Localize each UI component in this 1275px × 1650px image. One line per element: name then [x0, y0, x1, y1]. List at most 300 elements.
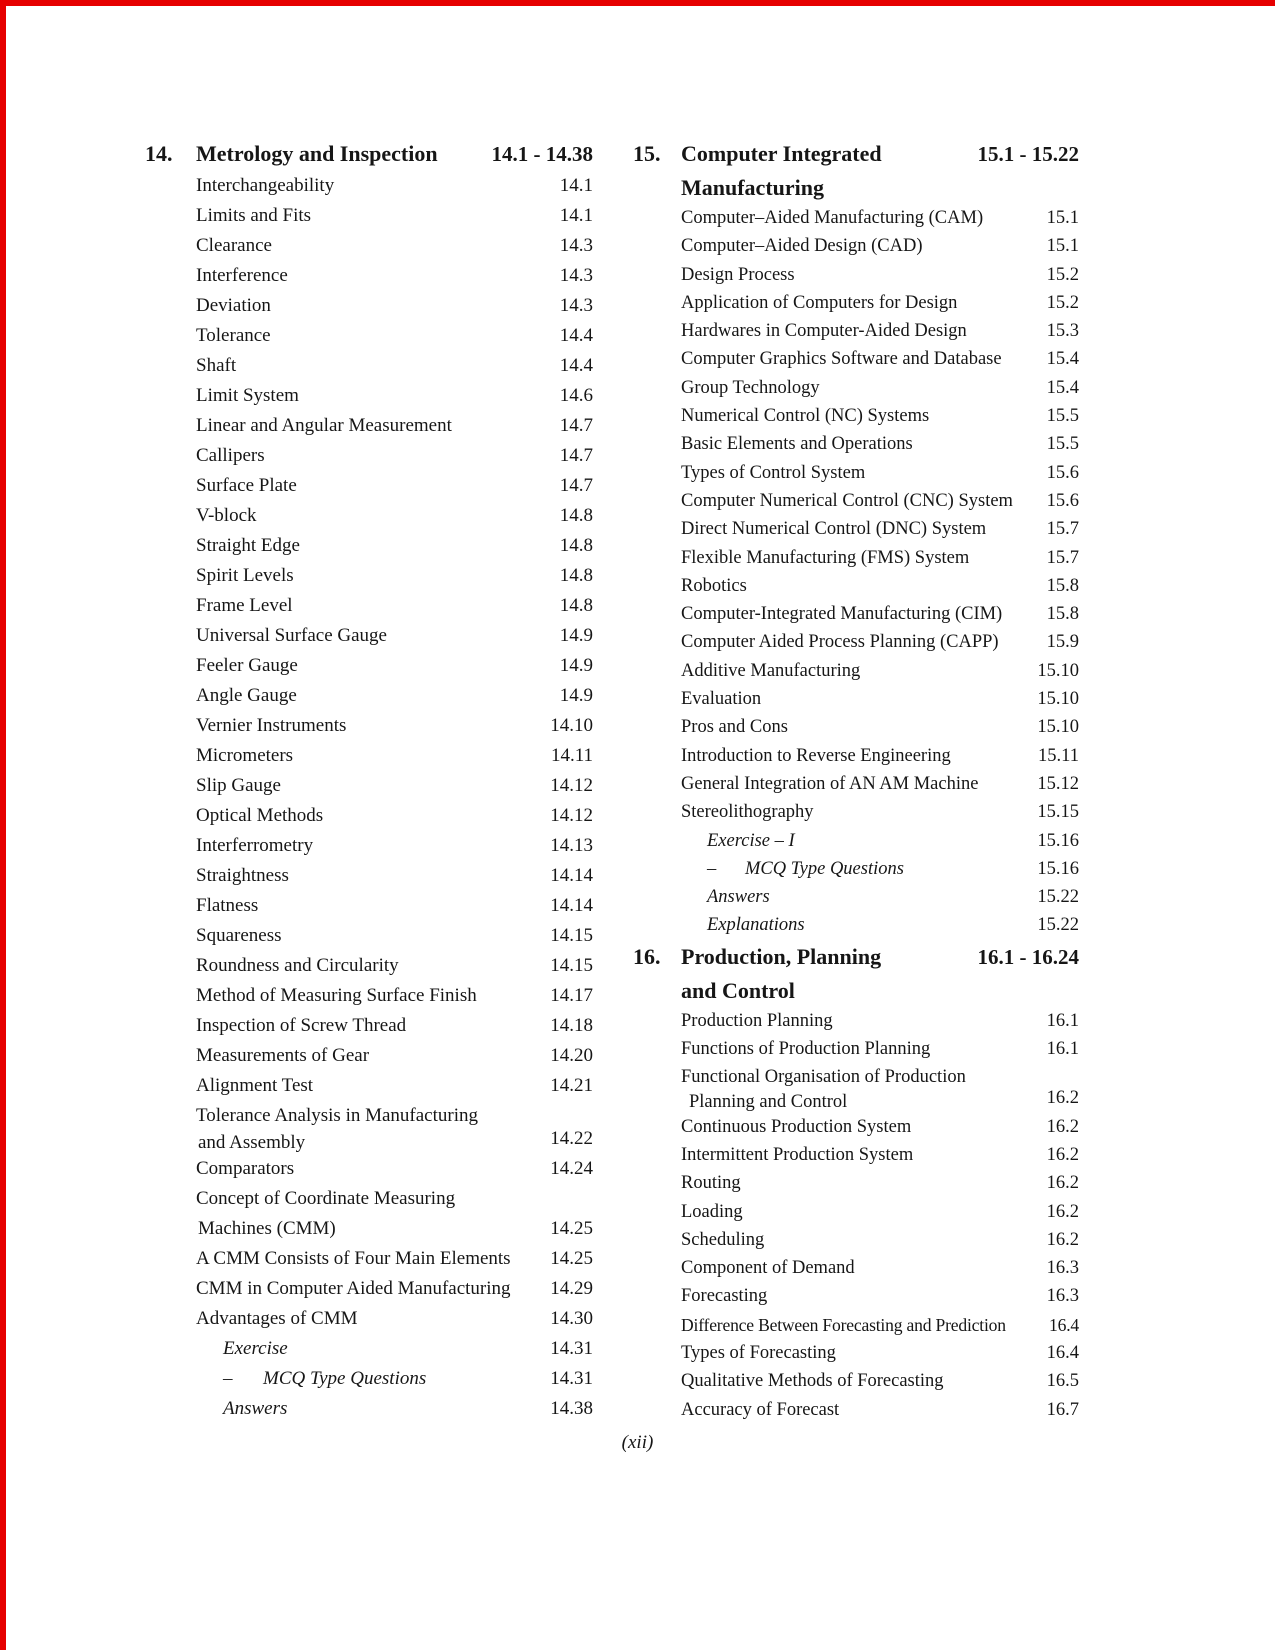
entry-title: Method of Measuring Surface Finish — [196, 985, 477, 1006]
entry-title: Intermittent Production System — [681, 1144, 914, 1165]
entry-page: 15.9 — [1046, 632, 1079, 653]
toc-entry — [196, 651, 593, 681]
toc-entry — [681, 317, 1079, 345]
chapter-title: Computer Integrated — [681, 141, 882, 166]
entry-title: Forecasting — [681, 1286, 768, 1307]
entry-title: Flexible Manufacturing (FMS) System — [681, 547, 970, 568]
toc-entry — [681, 827, 1079, 855]
entry-label — [681, 1282, 767, 1310]
entry-page: 14.6 — [559, 385, 593, 406]
entry-page: 16.2 — [1046, 1201, 1079, 1222]
entry-label — [196, 741, 293, 771]
entry-title: Computer-Integrated Manufacturing (CIM) — [681, 604, 1003, 625]
entry-title: Slip Gauge — [196, 775, 281, 796]
entry-page: 16.4 — [1049, 1314, 1079, 1335]
entry-title: Deviation — [196, 295, 271, 316]
entry-label — [681, 1169, 741, 1197]
chapter-heading — [633, 137, 1079, 204]
toc-entry — [681, 713, 1079, 741]
entry-page: 15.5 — [1046, 434, 1079, 455]
toc-entry — [196, 411, 593, 441]
entry-title: Difference Between Forecasting and Prediction — [681, 1314, 1006, 1335]
entry-page: 14.9 — [559, 685, 593, 706]
toc-entry — [196, 1244, 593, 1274]
toc-entry — [196, 711, 593, 741]
toc-entry — [196, 321, 593, 351]
entry-title: Exercise — [223, 1338, 288, 1359]
toc-entry — [681, 261, 1079, 289]
entry-label — [681, 685, 761, 713]
entry-page: 16.3 — [1046, 1258, 1079, 1279]
chapter-page-range: 16.1 - 16.24 — [977, 944, 1079, 969]
toc-entry — [196, 291, 593, 321]
entry-title: Alignment Test — [196, 1075, 314, 1096]
entry-title: Computer–Aided Manufacturing (CAM) — [681, 208, 984, 228]
entry-page: 15.11 — [1038, 745, 1079, 766]
entry-title: Design Process — [681, 264, 795, 285]
entry-label — [196, 801, 323, 831]
entry-page: 15.10 — [1037, 689, 1079, 710]
entry-label — [196, 891, 258, 921]
entry-page: 16.1 — [1046, 1039, 1079, 1060]
entry-label — [681, 515, 986, 543]
entry-label — [681, 345, 1002, 373]
entry-page: 14.20 — [550, 1045, 593, 1066]
entry-page: 14.8 — [559, 505, 593, 526]
toc-entry — [681, 232, 1079, 260]
entry-page: 14.12 — [550, 805, 593, 826]
entry-title: Concept of Coordinate Measuring — [196, 1188, 456, 1209]
chapter-title-line — [681, 940, 1079, 974]
entry-label — [196, 321, 271, 351]
entry-page: 16.4 — [1046, 1342, 1079, 1363]
entry-page: 14.1 — [559, 205, 593, 226]
toc-entry — [681, 883, 1079, 911]
entry-label — [196, 201, 311, 231]
entry-page: 16.1 — [1046, 1010, 1079, 1031]
entry-page: 16.2 — [1046, 1116, 1079, 1137]
entry-page: 16.2 — [1046, 1088, 1079, 1109]
entry-title: Introduction to Reverse Engineering — [681, 745, 951, 766]
entry-title: Exercise – I — [707, 830, 795, 851]
entry-title: Roundness and Circularity — [196, 955, 399, 976]
entry-page: 15.16 — [1037, 858, 1079, 879]
entry-page: 15.8 — [1046, 575, 1079, 596]
entry-page: 14.38 — [550, 1398, 593, 1419]
toc-entry — [196, 681, 593, 711]
toc-entry — [196, 561, 593, 591]
entry-label — [681, 544, 969, 572]
entry-page: 16.3 — [1046, 1286, 1079, 1307]
entry-page: 16.5 — [1046, 1371, 1079, 1392]
entry-page: 15.4 — [1046, 349, 1079, 370]
entry-title: Hardwares in Computer-Aided Design — [681, 321, 967, 342]
entry-label — [681, 1396, 839, 1424]
chapter-entries — [196, 171, 593, 1424]
toc-entry — [681, 402, 1079, 430]
entry-page: 14.8 — [559, 565, 593, 586]
toc-entry — [681, 1007, 1079, 1035]
entry-label — [223, 1364, 426, 1394]
entry-title: Computer Graphics Software and Database — [681, 349, 1002, 370]
entry-label — [681, 289, 957, 317]
toc-entry — [681, 374, 1079, 402]
entry-label — [196, 1011, 406, 1041]
entry-title: Continuous Production System — [681, 1116, 912, 1137]
entry-page: 15.1 — [1046, 236, 1079, 257]
entry-label — [681, 459, 865, 487]
chapter-page-range: 14.1 - 14.38 — [491, 142, 593, 166]
chapter-page-range: 15.1 - 15.22 — [977, 142, 1079, 166]
entry-label — [196, 1041, 369, 1071]
entry-label — [196, 651, 298, 681]
entry-page: 14.7 — [559, 415, 593, 436]
entry-label — [681, 317, 967, 345]
entry-title: Qualitative Methods of Forecasting — [681, 1371, 944, 1392]
toc-entry — [196, 591, 593, 621]
entry-label — [196, 231, 272, 261]
toc-entry — [196, 1394, 593, 1424]
entry-label — [681, 1063, 966, 1112]
toc-entry — [681, 345, 1079, 373]
entry-title: and Assembly — [198, 1132, 306, 1153]
entry-title: Planning and Control — [689, 1091, 848, 1112]
entry-page: 15.22 — [1037, 887, 1079, 908]
toc-entry — [196, 1274, 593, 1304]
toc-entry — [681, 289, 1079, 317]
toc-entry — [196, 741, 593, 771]
entry-label — [196, 1154, 294, 1184]
entry-title: MCQ Type Questions — [745, 858, 904, 879]
entry-label — [196, 1244, 511, 1274]
toc-entry — [681, 1141, 1079, 1169]
entry-title: Straightness — [196, 865, 289, 886]
toc-entry — [681, 572, 1079, 600]
entry-title: Clearance — [196, 235, 272, 256]
toc-entry — [196, 531, 593, 561]
entry-title: Numerical Control (NC) Systems — [681, 406, 930, 427]
toc-entry — [196, 351, 593, 381]
chapter-number: 14. — [145, 141, 173, 166]
entry-page: 14.7 — [559, 475, 593, 496]
toc-entry — [196, 201, 593, 231]
entry-title: Machines (CMM) — [198, 1218, 336, 1239]
toc-entry — [196, 261, 593, 291]
entry-title: Squareness — [196, 925, 282, 946]
toc-entry — [196, 231, 593, 261]
entry-label — [707, 855, 904, 883]
toc-entry — [681, 685, 1079, 713]
entry-page: 15.7 — [1046, 547, 1079, 568]
entry-label — [681, 232, 923, 260]
entry-title: Limits and Fits — [196, 205, 312, 226]
entry-page: 14.25 — [550, 1218, 593, 1239]
toc-entry — [196, 921, 593, 951]
chapter-title: Metrology and Inspection — [196, 141, 438, 166]
entry-title: Basic Elements and Operations — [681, 434, 913, 455]
entry-label — [681, 572, 747, 600]
entry-page: 15.7 — [1046, 519, 1079, 540]
toc-entry — [681, 515, 1079, 543]
entry-label — [196, 921, 281, 951]
entry-page: 14.22 — [550, 1128, 593, 1149]
toc-entry — [681, 1282, 1079, 1310]
toc-entry — [681, 487, 1079, 515]
toc-entry — [681, 1169, 1079, 1197]
toc-entry — [196, 621, 593, 651]
entry-page: 14.31 — [550, 1368, 593, 1389]
entry-page: 14.4 — [559, 355, 593, 376]
chapter-entries — [681, 1007, 1079, 1424]
entry-page: 14.13 — [550, 835, 593, 856]
toc-entry — [681, 1339, 1079, 1367]
entry-label — [681, 628, 999, 656]
entry-page: 14.3 — [559, 235, 593, 256]
entry-title: Vernier Instruments — [196, 715, 347, 736]
entry-page: 14.24 — [550, 1158, 593, 1179]
entry-title: Types of Forecasting — [681, 1342, 836, 1363]
toc-entry — [196, 1071, 593, 1101]
entry-page: 16.2 — [1046, 1144, 1079, 1165]
entry-title: General Integration of AN AM Machine — [681, 773, 979, 794]
entry-title: Answers — [223, 1398, 288, 1419]
entry-label — [681, 1113, 911, 1141]
entry-title: Computer Aided Process Planning (CAPP) — [681, 632, 999, 653]
toc-entry — [196, 1011, 593, 1041]
entry-page: 15.16 — [1037, 830, 1079, 851]
entry-label — [681, 600, 1002, 628]
chapter-section — [633, 137, 1079, 940]
entry-title: Surface Plate — [196, 475, 297, 496]
entry-title: Accuracy of Forecast — [681, 1399, 840, 1420]
entry-title: Computer–Aided Design (CAD) — [681, 236, 923, 257]
entry-label — [196, 861, 289, 891]
entry-label — [681, 204, 983, 232]
toc-entry — [681, 742, 1079, 770]
entry-page: 15.10 — [1037, 717, 1079, 738]
entry-title: Types of Control System — [681, 462, 866, 483]
entry-label — [196, 441, 265, 471]
entry-label — [196, 471, 297, 501]
toc-entry — [681, 430, 1079, 458]
entry-label — [196, 171, 334, 201]
entry-title: Callipers — [196, 445, 265, 466]
entry-page: 16.2 — [1046, 1229, 1079, 1250]
entry-title: Computer Numerical Control (CNC) System — [681, 490, 1013, 511]
entry-label — [196, 711, 346, 741]
entry-title: Micrometers — [196, 745, 294, 766]
entry-page: 14.30 — [550, 1308, 593, 1329]
toc-entry — [196, 171, 593, 201]
toc-entry — [196, 1041, 593, 1071]
entry-page: 15.15 — [1037, 802, 1079, 823]
entry-title: V-block — [196, 505, 257, 526]
entry-label — [196, 561, 294, 591]
entry-label — [707, 883, 770, 911]
entry-title: Interference — [196, 265, 288, 286]
entry-title: Universal Surface Gauge — [196, 625, 387, 646]
toc-entry — [196, 981, 593, 1011]
entry-title: Explanations — [707, 915, 805, 936]
entry-title: Feeler Gauge — [196, 655, 298, 676]
entry-title: Production Planning — [681, 1010, 833, 1031]
toc-entry — [681, 798, 1079, 826]
entry-label — [681, 1311, 1006, 1339]
toc-entry — [196, 951, 593, 981]
toc-column-0 — [145, 137, 593, 1424]
toc-entry — [196, 771, 593, 801]
entry-page: 14.21 — [550, 1075, 593, 1096]
entry-page: 15.2 — [1046, 264, 1079, 285]
toc-entry — [196, 1304, 593, 1334]
entry-page: 15.22 — [1037, 915, 1079, 936]
entry-page: 14.4 — [559, 325, 593, 346]
toc-entry — [681, 657, 1079, 685]
entry-title: Tolerance Analysis in Manufacturing — [196, 1105, 479, 1126]
entry-label — [681, 1226, 764, 1254]
entry-label — [196, 681, 297, 711]
entry-label — [681, 1198, 743, 1226]
entry-page: 14.15 — [550, 955, 593, 976]
toc-entry — [196, 831, 593, 861]
entry-title: Pros and Cons — [681, 717, 788, 738]
entry-label — [196, 501, 257, 531]
entry-title: Direct Numerical Control (DNC) System — [681, 519, 987, 540]
chapter-heading — [145, 137, 593, 171]
entry-title: Comparators — [196, 1158, 295, 1179]
entry-label — [196, 771, 281, 801]
toc-entry — [681, 1198, 1079, 1226]
entry-title: Interferrometry — [196, 835, 314, 856]
chapter-number: 15. — [633, 141, 661, 166]
entry-page: 14.8 — [559, 535, 593, 556]
entry-page: 15.4 — [1046, 377, 1079, 398]
entry-label — [196, 1184, 455, 1244]
entry-title: Inspection of Screw Thread — [196, 1015, 407, 1036]
entry-page: 14.11 — [550, 745, 593, 766]
chapter-title-line — [681, 137, 1079, 171]
entry-label — [196, 1274, 511, 1304]
entry-title: CMM in Computer Aided Manufacturing — [196, 1278, 511, 1299]
entry-page: 14.7 — [559, 445, 593, 466]
entry-page: 14.9 — [559, 655, 593, 676]
entry-title: Additive Manufacturing — [681, 660, 861, 681]
toc-entry — [196, 1154, 593, 1184]
chapter-title: Production, Planning — [681, 943, 882, 969]
entry-title: Frame Level — [196, 595, 293, 616]
toc-entry — [196, 1184, 593, 1244]
entry-title: Tolerance — [196, 325, 271, 346]
toc-entry — [681, 1254, 1079, 1282]
toc-column-1 — [633, 137, 1079, 1424]
dash-marker: – — [707, 858, 717, 879]
toc-entry — [681, 1311, 1079, 1339]
entry-label — [196, 831, 313, 861]
entry-label — [196, 261, 288, 291]
entry-label — [681, 713, 788, 741]
entry-title: Functional Organisation of Production — [681, 1067, 966, 1088]
entry-label — [196, 351, 236, 381]
entry-title: Loading — [681, 1201, 743, 1222]
toc-entry — [681, 911, 1079, 939]
toc-entry — [196, 1101, 593, 1154]
entry-page: 15.6 — [1046, 462, 1079, 483]
scan-edge-top — [0, 0, 1275, 6]
entry-label — [681, 1339, 836, 1367]
entry-label — [196, 951, 399, 981]
entry-label — [196, 591, 293, 621]
toc-entry — [681, 1035, 1079, 1063]
entry-title: Angle Gauge — [196, 685, 297, 706]
dash-marker: – — [223, 1368, 233, 1389]
chapter-number: 16. — [633, 943, 661, 969]
entry-label — [681, 657, 860, 685]
toc-entry — [681, 204, 1079, 232]
entry-title: Advantages of CMM — [196, 1308, 358, 1329]
entry-label — [223, 1394, 287, 1424]
toc-entry — [681, 1226, 1079, 1254]
entry-label — [196, 381, 299, 411]
toc-entry — [681, 1113, 1079, 1141]
toc-entry — [196, 1334, 593, 1364]
entry-label — [707, 911, 805, 939]
toc-entry — [681, 1063, 1079, 1112]
entry-label — [681, 1007, 833, 1035]
entry-title: Straight Edge — [196, 535, 300, 556]
entry-label — [196, 1071, 313, 1101]
entry-label — [681, 1367, 944, 1395]
entry-page: 14.10 — [550, 715, 593, 736]
entry-page: 14.3 — [559, 265, 593, 286]
entry-page: 15.3 — [1046, 321, 1079, 342]
entry-title: Evaluation — [681, 689, 762, 710]
toc-entry — [196, 381, 593, 411]
toc-entry — [196, 441, 593, 471]
toc-entry — [681, 1367, 1079, 1395]
entry-page: 15.2 — [1046, 292, 1079, 313]
entry-page: 15.8 — [1046, 604, 1079, 625]
entry-label — [196, 1304, 357, 1334]
toc-entry — [196, 1364, 593, 1394]
entry-title: Scheduling — [681, 1229, 765, 1250]
chapter-title: and Control — [681, 977, 795, 1003]
entry-title: Interchangeability — [196, 175, 335, 196]
entry-label — [681, 1035, 930, 1063]
entry-title: Stereolithography — [681, 802, 814, 823]
entry-title: A CMM Consists of Four Main Elements — [196, 1248, 511, 1269]
entry-page: 14.31 — [550, 1338, 593, 1359]
entry-page: 16.2 — [1046, 1173, 1079, 1194]
entry-label — [681, 770, 978, 798]
entry-page: 14.15 — [550, 925, 593, 946]
entry-page: 16.7 — [1046, 1399, 1079, 1420]
entry-page: 15.10 — [1037, 660, 1079, 681]
chapter-entries — [681, 204, 1079, 940]
page-footer: (xii) — [621, 1432, 654, 1453]
entry-label — [681, 1141, 913, 1169]
entry-label — [681, 430, 913, 458]
entry-label — [223, 1334, 288, 1364]
entry-title: Linear and Angular Measurement — [196, 415, 452, 436]
entry-title: Spirit Levels — [196, 565, 294, 586]
chapter-title: Manufacturing — [681, 175, 824, 200]
toc-entry — [196, 891, 593, 921]
entry-label — [196, 1101, 478, 1154]
toc-entry — [196, 861, 593, 891]
toc-entry — [681, 770, 1079, 798]
entry-page: 15.6 — [1046, 490, 1079, 511]
entry-title: Group Technology — [681, 377, 820, 398]
